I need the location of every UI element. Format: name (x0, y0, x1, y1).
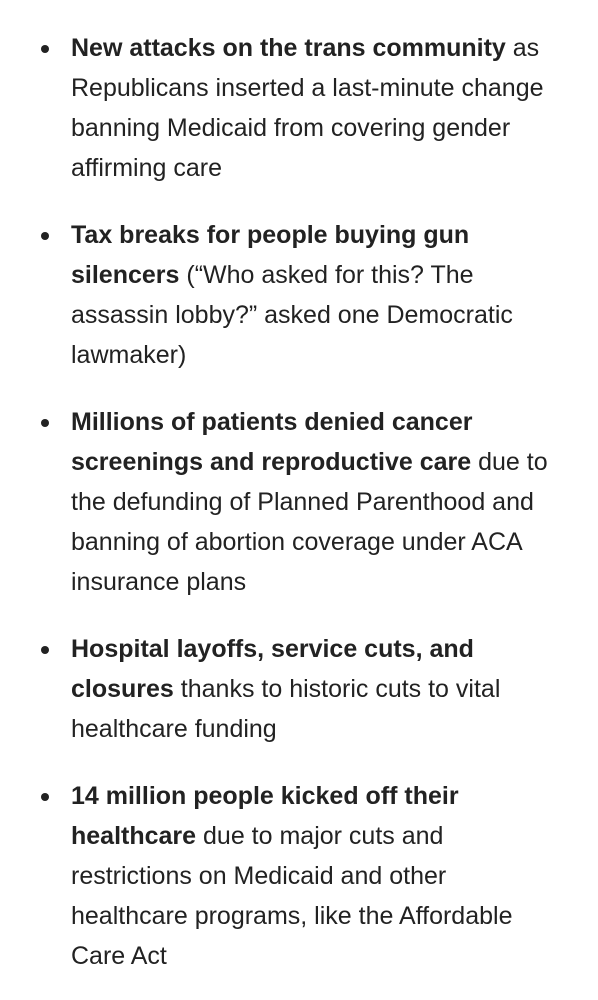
item-headline: Millions of patients denied cancer screenings and reproductive care (71, 408, 473, 476)
list-item (0, 402, 568, 602)
list-item (0, 215, 568, 375)
list-item (0, 28, 568, 188)
bullet-dot-icon (41, 646, 49, 654)
item-headline: Tax breaks for people buying gun silencers (71, 221, 470, 289)
item-text: due to major cuts and restrictions on Medicaid and other healthcare programs, like the Affordable Care Act (71, 822, 513, 970)
bullet-dot-icon (41, 793, 49, 801)
bullet-dot-icon (41, 45, 49, 53)
bullet-dot-icon (41, 232, 49, 240)
item-headline: New attacks on the trans community (71, 34, 506, 62)
item-text: thanks to historic cuts to vital healthcare funding (71, 675, 501, 743)
item-text: as Republicans inserted a last-minute change banning Medicaid from covering gender affirming care (71, 34, 544, 182)
item-text: (“Who asked for this? The assassin lobby?” asked one Democratic lawmaker) (71, 261, 513, 369)
item-text: due to the defunding of Planned Parenthood and banning of abortion coverage under ACA insurance plans (71, 448, 548, 596)
list-item (0, 629, 568, 749)
list-item (0, 776, 568, 976)
bullet-dot-icon (41, 419, 49, 427)
item-headline: 14 million people kicked off their healthcare (71, 782, 459, 850)
item-headline: Hospital layoffs, service cuts, and closures (71, 635, 474, 703)
